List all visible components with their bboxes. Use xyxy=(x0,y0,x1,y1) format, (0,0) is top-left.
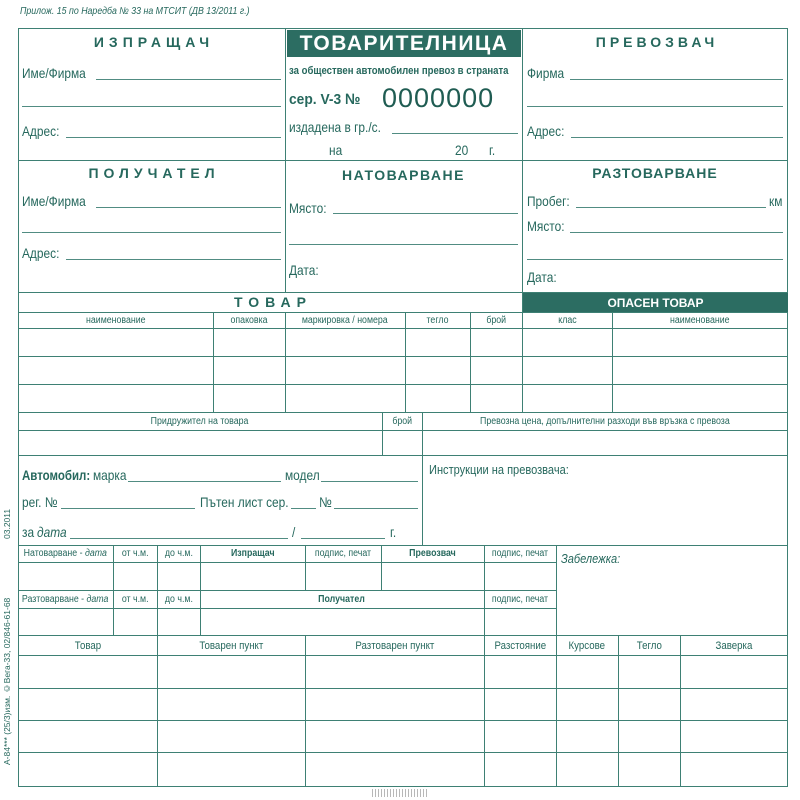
field-line-registration xyxy=(61,508,195,509)
escort-header xyxy=(18,413,382,430)
sender-sign-header xyxy=(200,546,305,562)
dangerous-goods-title: ОПАСЕН ТОВАР xyxy=(607,295,704,310)
unloading-date-header-text xyxy=(22,594,109,606)
remarks-label: Забележка: xyxy=(561,551,621,566)
recipient-title: ПОЛУЧАТЕЛ xyxy=(88,165,220,181)
field-line-recipient-name-2 xyxy=(22,232,281,233)
column-divider xyxy=(305,635,306,787)
unloading-date-word: дата xyxy=(86,593,109,605)
escort-label: Придружител на товара xyxy=(151,415,249,427)
field-line-period-end xyxy=(301,538,385,539)
unloading-to-header xyxy=(157,591,200,608)
goods-col-marking-label: маркировка / номера xyxy=(302,314,388,326)
mileage-unit: км xyxy=(769,193,783,209)
escort-count-header xyxy=(382,413,422,430)
issued-in-label: издадена в гр./с. xyxy=(289,119,381,135)
field-line-loading-place xyxy=(333,213,518,214)
goods-col-name-label: наименование xyxy=(85,314,146,326)
field-line-carrier-address xyxy=(571,137,783,138)
unloading-date-header xyxy=(18,591,113,608)
sender-signature-label: подпис, печат xyxy=(314,548,372,559)
vehicle-model-label: модел xyxy=(285,467,320,483)
price-header xyxy=(422,413,788,430)
unloading-place-label: Място: xyxy=(527,218,565,234)
field-line-vehicle-model xyxy=(321,481,418,482)
goods-title: ТОВАР xyxy=(234,294,312,310)
route-col-goods-label: Товар xyxy=(74,639,101,652)
route-col-loading-point-label: Товарен пункт xyxy=(199,639,263,652)
document-title: ТОВАРИТЕЛНИЦА xyxy=(299,31,509,55)
dangerous-col-name-label: наименование xyxy=(670,314,730,326)
route-col-weight-label: Тегло xyxy=(636,639,662,652)
side-printer-imprint: А-84*** (25/3)изм. ©Вега-33, 02/846-61-68 xyxy=(2,597,12,765)
row-divider xyxy=(18,384,788,385)
escort-count-label: брой xyxy=(392,415,412,427)
column-divider xyxy=(484,545,485,787)
dangerous-col-class xyxy=(522,313,612,328)
dangerous-goods-band xyxy=(523,293,788,312)
route-col-certification-label: Заверка xyxy=(715,639,753,652)
field-line-unloading-place xyxy=(570,232,783,233)
dangerous-col-name xyxy=(612,313,788,328)
route-col-distance-label: Разстояние xyxy=(494,639,546,652)
row-divider xyxy=(18,430,788,431)
column-divider xyxy=(157,545,158,787)
field-line-recipient-name xyxy=(96,207,281,208)
loading-date-label: Дата: xyxy=(289,262,319,278)
row-divider xyxy=(18,752,788,753)
loading-from-label: от ч.м. xyxy=(121,548,149,559)
field-line-issued-in xyxy=(392,133,518,134)
field-line-vehicle-make xyxy=(128,481,281,482)
loading-to-header xyxy=(157,546,200,562)
schedule-recipient-label: Получател xyxy=(318,593,366,605)
loading-label: Натоварване - xyxy=(23,548,83,559)
registration-label: рег. № xyxy=(22,494,58,510)
year-prefix: 20 xyxy=(455,142,469,158)
vehicle-make-label: марка xyxy=(93,467,127,483)
carrier-title: ПРЕВОЗВАЧ xyxy=(595,34,719,50)
row-divider xyxy=(18,720,788,721)
unloading-label: Разтоварване - xyxy=(22,593,85,605)
goods-col-count-label: брой xyxy=(486,314,506,326)
column-divider xyxy=(618,635,619,787)
carrier-signature-header xyxy=(484,546,556,562)
recipient-sign-header xyxy=(200,591,484,608)
route-col-goods xyxy=(18,636,157,655)
field-line-loading-place-2 xyxy=(289,244,518,245)
sender-title: ИЗПРАЩАЧ xyxy=(93,34,215,50)
year-suffix: г. xyxy=(489,142,496,158)
waybill-series-label: Пътен лист сер. xyxy=(200,494,289,510)
side-date-code: 03.2011 xyxy=(2,508,12,540)
route-col-trips-label: Курсове xyxy=(568,639,606,652)
loading-date-header xyxy=(18,546,113,562)
unloading-to-label: до ч.м. xyxy=(164,593,193,605)
carrier-address-label: Адрес: xyxy=(527,123,565,139)
row-divider xyxy=(18,328,788,329)
barcode-mark xyxy=(372,789,428,797)
route-col-distance xyxy=(484,636,556,655)
period-for-label: за xyxy=(22,524,35,540)
goods-col-weight-label: тегло xyxy=(426,314,449,326)
issued-on-label: на xyxy=(329,142,343,158)
price-label: Превозна цена, допълнителни разходи във връзка с превоза xyxy=(480,415,730,427)
route-col-unloading-point-label: Разтоварен пункт xyxy=(354,639,434,652)
field-line-carrier-company-2 xyxy=(527,106,783,107)
document-title-band xyxy=(287,30,521,57)
annex-note: Прилож. 15 по Наредба № 33 на МТСИТ (ДВ 13/2011 г.) xyxy=(20,6,250,17)
field-line-carrier-company xyxy=(570,79,783,80)
goods-col-packaging-label: опаковка xyxy=(230,314,268,326)
sender-signature-header xyxy=(305,546,381,562)
sender-address-label: Адрес: xyxy=(22,123,60,139)
loading-to-label: до ч.м. xyxy=(164,548,193,559)
route-col-trips xyxy=(556,636,618,655)
form-frame xyxy=(18,28,788,787)
route-col-loading-point xyxy=(157,636,305,655)
field-line-mileage xyxy=(576,207,766,208)
waybill-number-label: № xyxy=(319,494,332,510)
carrier-company-label: Фирма xyxy=(527,65,565,81)
carrier-instructions-label: Инструкции на превозвача: xyxy=(429,462,569,477)
recipient-name-label: Име/Фирма xyxy=(22,193,86,209)
schedule-carrier-label: Превозвач xyxy=(409,548,456,559)
period-date-word: дата xyxy=(37,524,67,540)
field-line-unloading-place-2 xyxy=(527,259,783,260)
field-line-sender-name xyxy=(96,79,281,80)
period-year-suffix: г. xyxy=(390,524,397,540)
row-divider xyxy=(18,688,788,689)
row-divider xyxy=(18,356,788,357)
field-line-period-date xyxy=(70,538,288,539)
column-divider xyxy=(522,28,523,412)
series-label: сер. V-3 № xyxy=(289,91,361,108)
unloading-date-label: Дата: xyxy=(527,269,557,285)
document-subtitle: за обществен автомобилен превоз в страната xyxy=(289,65,509,77)
row-divider xyxy=(18,160,788,161)
row-divider xyxy=(18,455,788,456)
loading-place-label: Място: xyxy=(289,200,327,216)
loading-date-header-text xyxy=(24,548,107,560)
goods-col-count xyxy=(470,313,522,328)
unloading-from-header xyxy=(113,591,157,608)
route-col-unloading-point xyxy=(305,636,484,655)
field-line-waybill-series xyxy=(291,508,316,509)
recipient-address-label: Адрес: xyxy=(22,245,60,261)
unloading-title: РАЗТОВАРВАНЕ xyxy=(592,165,718,181)
column-divider xyxy=(285,28,286,292)
loading-from-header xyxy=(113,546,157,562)
unloading-from-label: от ч.м. xyxy=(121,593,149,605)
carrier-sign-header xyxy=(381,546,484,562)
mileage-label: Пробег: xyxy=(527,193,570,209)
goods-col-packaging xyxy=(213,313,285,328)
recipient-signature-header xyxy=(484,591,556,608)
column-divider xyxy=(556,545,557,787)
field-line-recipient-address xyxy=(66,259,281,260)
field-line-sender-address xyxy=(66,137,281,138)
recipient-signature-label: подпис, печат xyxy=(491,593,549,605)
row-divider xyxy=(18,655,788,656)
goods-col-weight xyxy=(405,313,470,328)
route-col-certification xyxy=(680,636,788,655)
loading-date-word: дата xyxy=(85,548,108,559)
vehicle-label: Автомобил: xyxy=(22,467,91,483)
column-divider xyxy=(680,635,681,787)
row-divider xyxy=(18,562,556,563)
field-line-sender-name-2 xyxy=(22,106,281,107)
route-col-weight xyxy=(618,636,680,655)
field-line-waybill-number xyxy=(334,508,418,509)
row-divider xyxy=(18,608,556,609)
goods-col-name xyxy=(18,313,213,328)
document-number: 0000000 xyxy=(382,83,495,113)
column-divider xyxy=(422,412,423,545)
goods-col-marking xyxy=(285,313,405,328)
dangerous-col-class-label: клас xyxy=(557,314,577,326)
loading-title: НАТОВАРВАНЕ xyxy=(342,167,465,183)
sender-name-label: Име/Фирма xyxy=(22,65,86,81)
carrier-signature-label: подпис, печат xyxy=(491,548,549,559)
period-slash: / xyxy=(292,524,296,540)
schedule-sender-label: Изпращач xyxy=(230,548,275,559)
